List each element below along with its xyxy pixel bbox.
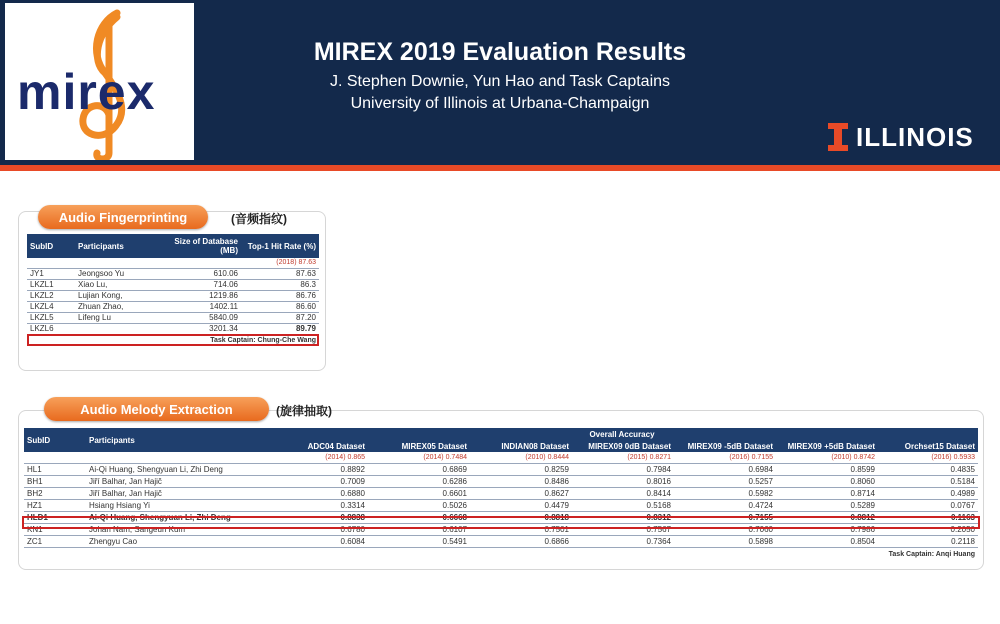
subid-cell: HLD1 bbox=[24, 511, 86, 523]
subid-cell: LKZL4 bbox=[27, 301, 75, 312]
accuracy-cell: 0.6880 bbox=[266, 487, 368, 499]
header-banner bbox=[0, 0, 1000, 165]
size-cell: 1402.11 bbox=[163, 301, 241, 312]
table-row-highlighted bbox=[27, 323, 319, 334]
mirex-logo bbox=[5, 3, 194, 160]
previous-best: (2010) 0.8742 bbox=[776, 452, 878, 463]
accuracy-cell: 0.5184 bbox=[878, 475, 978, 487]
accuracy-cell: 0.8627 bbox=[470, 487, 572, 499]
previous-best: (2014) 0.865 bbox=[266, 452, 368, 463]
accuracy-cell: 0.4989 bbox=[878, 487, 978, 499]
column-header-participants: Participants bbox=[75, 234, 163, 258]
accuracy-cell: 0.8060 bbox=[776, 475, 878, 487]
size-cell: 610.06 bbox=[163, 268, 241, 279]
accuracy-cell: 0.5168 bbox=[572, 499, 674, 511]
participants-cell: Ai-Qi Huang, Shengyuan Li, Zhi Deng bbox=[86, 463, 266, 475]
accuracy-cell: 0.5257 bbox=[674, 475, 776, 487]
accuracy-cell: 0.5898 bbox=[674, 535, 776, 547]
accuracy-cell: 0.6107 bbox=[368, 523, 470, 535]
table-row bbox=[24, 499, 978, 511]
audio-fingerprinting-note: (音频指纹) bbox=[231, 212, 287, 226]
accuracy-cell: 0.7567 bbox=[572, 523, 674, 535]
task-captain: Task Captain: Anqi Huang bbox=[24, 547, 978, 559]
column-header-dataset: MIREX09 +5dB Dataset bbox=[776, 440, 878, 452]
accuracy-cell: 0.7009 bbox=[266, 475, 368, 487]
previous-best: (2018) 87.63 bbox=[241, 258, 319, 268]
accuracy-cell: 0.8486 bbox=[470, 475, 572, 487]
highlight-box bbox=[27, 334, 319, 346]
table-row bbox=[27, 268, 319, 279]
size-cell: 714.06 bbox=[163, 279, 241, 290]
accuracy-cell: 0.6601 bbox=[368, 487, 470, 499]
audio-fingerprinting-table bbox=[27, 234, 319, 345]
accuracy-cell: 0.6780 bbox=[266, 523, 368, 535]
subid-cell: ZC1 bbox=[24, 535, 86, 547]
column-header-dataset: MIREX05 Dataset bbox=[368, 440, 470, 452]
participants-cell bbox=[75, 323, 163, 334]
subid-cell: HZ1 bbox=[24, 499, 86, 511]
column-header-dataset: ADC04 Dataset bbox=[266, 440, 368, 452]
accuracy-cell: 0.7364 bbox=[572, 535, 674, 547]
participants-cell: Zhengyu Cao bbox=[86, 535, 266, 547]
subid-cell: LKZL6 bbox=[27, 323, 75, 334]
column-header-size: Size of Database (MB) bbox=[163, 234, 241, 258]
accuracy-cell: 0.1163 bbox=[878, 511, 978, 523]
participants-cell: Hsiang Hsiang Yi bbox=[86, 499, 266, 511]
logo-text: mirex bbox=[17, 64, 156, 120]
column-header-dataset: INDIAN08 Dataset bbox=[470, 440, 572, 452]
table-row bbox=[27, 279, 319, 290]
accuracy-cell: 0.8714 bbox=[776, 487, 878, 499]
table-row bbox=[27, 290, 319, 301]
accuracy-cell: 0.6286 bbox=[368, 475, 470, 487]
size-cell: 1219.86 bbox=[163, 290, 241, 301]
table-row bbox=[24, 535, 978, 547]
column-header-subid: SubID bbox=[27, 234, 75, 258]
participants-cell: Jiří Balhar, Jan Hajič bbox=[86, 487, 266, 499]
participants-cell: Zhuan Zhao, bbox=[75, 301, 163, 312]
hit-rate-cell: 87.63 bbox=[241, 268, 319, 279]
subid-cell: LKZL2 bbox=[27, 290, 75, 301]
participants-cell: Ai-Qi Huang, Shengyuan Li, Zhi Deng bbox=[86, 511, 266, 523]
table-row bbox=[24, 475, 978, 487]
previous-best: (2015) 0.8271 bbox=[572, 452, 674, 463]
accuracy-cell: 0.7984 bbox=[572, 463, 674, 475]
audio-melody-extraction-note: (旋律抽取) bbox=[276, 404, 332, 418]
illinois-wordmark: ILLINOIS bbox=[856, 121, 974, 152]
block-i-icon bbox=[828, 123, 848, 151]
subid-cell: JY1 bbox=[27, 268, 75, 279]
accuracy-cell: 0.7155 bbox=[674, 511, 776, 523]
accuracy-cell: 0.2118 bbox=[878, 535, 978, 547]
audio-fingerprinting-label: Audio Fingerprinting bbox=[38, 205, 208, 229]
accuracy-cell: 0.3314 bbox=[266, 499, 368, 511]
subid-cell: LKZL1 bbox=[27, 279, 75, 290]
accuracy-cell: 0.4835 bbox=[878, 463, 978, 475]
table-row bbox=[24, 487, 978, 499]
participants-cell: Jeongsoo Yu bbox=[75, 268, 163, 279]
column-header-dataset: MIREX09 0dB Dataset bbox=[572, 440, 674, 452]
participants-cell: Xiao Lu, bbox=[75, 279, 163, 290]
previous-best: (2014) 0.7484 bbox=[368, 452, 470, 463]
institution: University of Illinois at Urbana-Champaign bbox=[350, 95, 650, 112]
accuracy-cell: 0.6084 bbox=[266, 535, 368, 547]
subid-cell: BH2 bbox=[24, 487, 86, 499]
previous-best: (2016) 0.7155 bbox=[674, 452, 776, 463]
participants-cell: Jiří Balhar, Jan Hajič bbox=[86, 475, 266, 487]
audio-melody-extraction-table bbox=[24, 428, 978, 559]
accuracy-cell: 0.5289 bbox=[776, 499, 878, 511]
accuracy-cell: 0.8818 bbox=[470, 511, 572, 523]
hit-rate-cell: 86.76 bbox=[241, 290, 319, 301]
accuracy-cell: 0.8812 bbox=[776, 511, 878, 523]
accuracy-cell: 0.8599 bbox=[776, 463, 878, 475]
size-cell: 3201.34 bbox=[163, 323, 241, 334]
accuracy-cell: 0.8504 bbox=[776, 535, 878, 547]
column-header-dataset: MIREX09 -5dB Dataset bbox=[674, 440, 776, 452]
size-cell: 5840.09 bbox=[163, 312, 241, 323]
table-row bbox=[24, 463, 978, 475]
accuracy-cell: 0.8016 bbox=[572, 475, 674, 487]
accuracy-cell: 0.2050 bbox=[878, 523, 978, 535]
highlight-box bbox=[22, 516, 980, 529]
subid-cell: BH1 bbox=[24, 475, 86, 487]
authors: J. Stephen Downie, Yun Hao and Task Captains bbox=[329, 73, 671, 90]
accuracy-cell: 0.0767 bbox=[878, 499, 978, 511]
accuracy-cell: 0.7501 bbox=[470, 523, 572, 535]
accuracy-cell: 0.7060 bbox=[674, 523, 776, 535]
accuracy-cell: 0.8312 bbox=[572, 511, 674, 523]
accuracy-cell: 0.5491 bbox=[368, 535, 470, 547]
table-row bbox=[27, 312, 319, 323]
accuracy-cell: 0.7986 bbox=[776, 523, 878, 535]
hit-rate-cell: 86.60 bbox=[241, 301, 319, 312]
accuracy-cell: 0.4479 bbox=[470, 499, 572, 511]
subid-cell: LKZL5 bbox=[27, 312, 75, 323]
accuracy-cell: 0.8259 bbox=[470, 463, 572, 475]
participants-cell: Lifeng Lu bbox=[75, 312, 163, 323]
hit-rate-cell: 86.3 bbox=[241, 279, 319, 290]
accuracy-cell: 0.6866 bbox=[470, 535, 572, 547]
column-header-dataset: Orchset15 Dataset bbox=[878, 440, 978, 452]
illinois-logo bbox=[828, 121, 974, 153]
table-row bbox=[27, 301, 319, 312]
accuracy-cell: 0.6869 bbox=[368, 463, 470, 475]
accuracy-cell: 0.8838 bbox=[266, 511, 368, 523]
column-header-participants: Participants bbox=[86, 428, 266, 452]
page-title: MIREX 2019 Evaluation Results bbox=[313, 38, 687, 66]
task-captain: Task Captain: Chung-Che Wang bbox=[210, 337, 316, 345]
participants-cell: Lujian Kong, bbox=[75, 290, 163, 301]
accuracy-cell: 0.6984 bbox=[674, 463, 776, 475]
previous-best: (2010) 0.8444 bbox=[470, 452, 572, 463]
hit-rate-cell: 89.79 bbox=[241, 323, 319, 334]
accuracy-cell: 0.4724 bbox=[674, 499, 776, 511]
hit-rate-cell: 87.20 bbox=[241, 312, 319, 323]
accuracy-cell: 0.6668 bbox=[368, 511, 470, 523]
accuracy-cell: 0.8414 bbox=[572, 487, 674, 499]
accuracy-cell: 0.5026 bbox=[368, 499, 470, 511]
column-header-hit-rate: Top-1 Hit Rate (%) bbox=[241, 234, 319, 258]
audio-melody-extraction-label: Audio Melody Extraction bbox=[44, 397, 269, 421]
accuracy-cell: 0.8892 bbox=[266, 463, 368, 475]
previous-best: (2016) 0.5933 bbox=[878, 452, 978, 463]
participants-cell: Johan Nam, Sangeun Kum bbox=[86, 523, 266, 535]
header-stripe bbox=[0, 165, 1000, 171]
subid-cell: HL1 bbox=[24, 463, 86, 475]
column-group-overall-accuracy: Overall Accuracy bbox=[266, 428, 978, 440]
subid-cell: KN1 bbox=[24, 523, 86, 535]
column-header-subid: SubID bbox=[24, 428, 86, 452]
accuracy-cell: 0.5982 bbox=[674, 487, 776, 499]
